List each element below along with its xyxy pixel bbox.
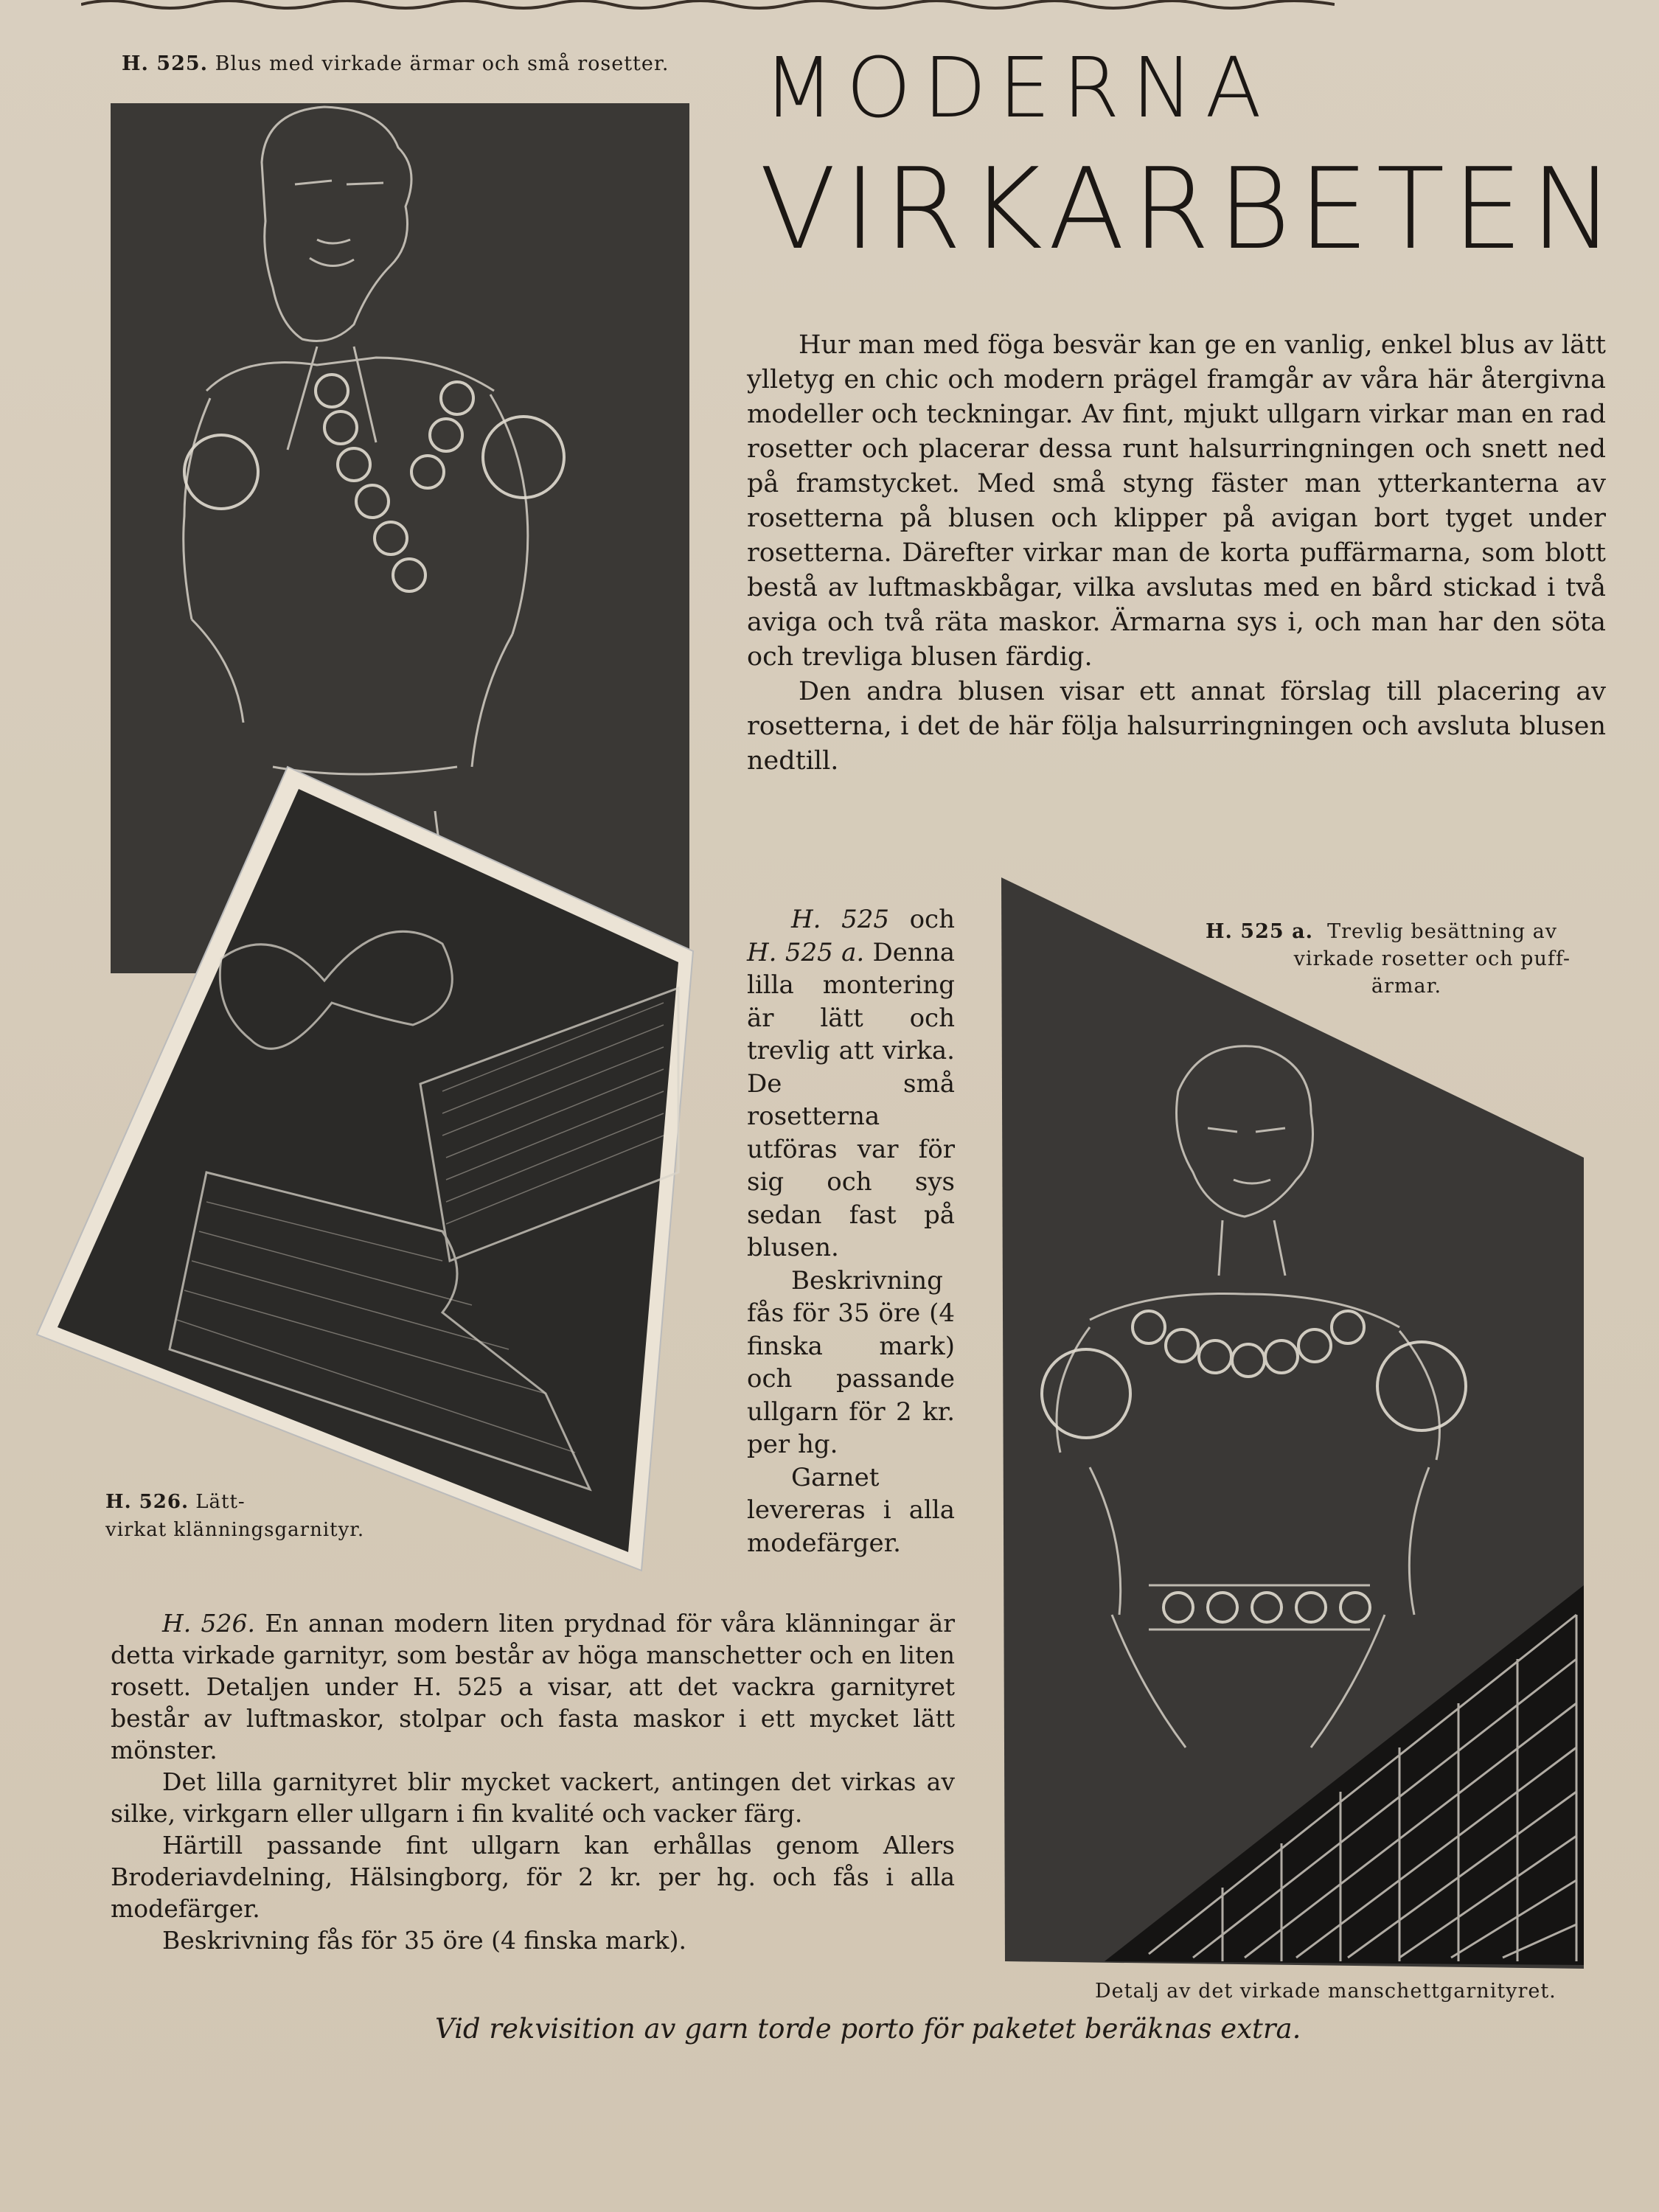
bottom-text bbox=[111, 1607, 955, 1956]
bottom-paragraph-1 bbox=[111, 1607, 955, 1766]
bottom-paragraph-2: Det lilla garnityret blir mycket vackert, antingen det virkas av silke, virkgarn eller ullgarn i fin kvalité och vacker färg. bbox=[111, 1767, 955, 1828]
caption-h525-text: Blus med virkade ärmar och små rosetter. bbox=[215, 52, 669, 75]
ref-h525: H. 525 bbox=[791, 905, 889, 934]
intro-paragraph-1: Hur man med föga besvär kan ge en vanlig, enkel blus av lätt ylletyg en chic och modern prägel framgår av våra här återgivna modeller och teckningar. Av fint, mjukt ullgarn virkar man en rad rosetter och placerar dessa runt halsurringningen och snett ned på framstycket. Med små styng fäster man ytterkanterna av rosetterna på blusen och klipper på avigan bort tyget under rosetterna. Därefter virkar man de korta puffärmarna, som blott bestå av luftmaskbågar, vilka avslutas med en bård stickad i två aviga och två räta maskor. Ärmarna sys i, och man har den söta och trevliga blusen färdig. bbox=[747, 330, 1606, 672]
middle-och: och bbox=[909, 905, 955, 934]
ref-h526: H. 526. bbox=[162, 1609, 256, 1638]
caption-h525a-text-l1: Trevlig besättning av bbox=[1327, 920, 1557, 943]
intro-text bbox=[747, 328, 1606, 779]
caption-h525 bbox=[122, 50, 669, 77]
ref-h525a: H. 525 a. bbox=[747, 937, 865, 967]
caption-detail: Detalj av det virkade manschettgarnityret. bbox=[1095, 1980, 1557, 2003]
middle-paragraph-3: Garnet levereras i alla modefärger. bbox=[747, 1462, 955, 1558]
caption-h526 bbox=[105, 1488, 364, 1544]
top-ornament-border bbox=[81, 0, 1335, 13]
bottom-paragraph-4: Beskrivning fås för 35 öre (4 finska mark). bbox=[162, 1926, 686, 1955]
caption-h526-text-l1: Lätt- bbox=[195, 1491, 246, 1513]
caption-h525a bbox=[1206, 918, 1593, 1000]
bottom-paragraph-3: Härtill passande fint ullgarn kan erhållas genom Allers Broderiavdelning, Hälsingborg, för 2 kr. per hg. och fås i alla modefärger. bbox=[111, 1831, 955, 1923]
page-title-line1: MODERNA bbox=[763, 41, 1274, 136]
caption-h526-text-l2: virkat klänningsgarnityr. bbox=[105, 1519, 365, 1541]
photo-h526-garniture bbox=[29, 759, 700, 1578]
middle-paragraph-1 bbox=[747, 903, 955, 1265]
footer-note: Vid rekvisition av garn torde porto för paketet beräknas extra. bbox=[435, 2013, 1301, 2045]
caption-h525-code: H. 525. bbox=[122, 52, 209, 75]
caption-h525a-text-l2: virkade rosetter och puff- bbox=[1293, 947, 1571, 970]
intro-paragraph-2: Den andra blusen visar ett annat förslag till placering av rosetterna, i det de här följa halsurringningen och avsluta blusen nedtill. bbox=[747, 677, 1606, 776]
middle-paragraph-1-rest: Denna lilla montering är lätt och trevlig att virka. De små rosetterna utföras var för sig och sys sedan fast på blusen. bbox=[747, 937, 955, 1262]
caption-h525a-code: H. 525 a. bbox=[1206, 920, 1313, 943]
middle-paragraph-2: Beskrivning fås för 35 öre (4 finska mark) och passande ullgarn för 2 kr. per hg. bbox=[747, 1265, 955, 1459]
caption-h526-code: H. 526. bbox=[105, 1491, 189, 1513]
bottom-paragraph-1-rest: En annan modern liten prydnad för våra klänningar är detta virkade garnityr, som består av höga manschetter och en liten rosett. Detaljen under H. 525 a visar, att det vackra garnityret består av luftmaskor, stolpar och fasta maskor i ett mycket lätt mönster. bbox=[111, 1609, 955, 1764]
illustration-h525a-blouse bbox=[1001, 877, 1584, 1976]
middle-column-text bbox=[747, 903, 955, 1559]
page-title-line2: VIRKARBETEN bbox=[759, 144, 1622, 274]
caption-h525a-text-l3: ärmar. bbox=[1371, 975, 1442, 998]
